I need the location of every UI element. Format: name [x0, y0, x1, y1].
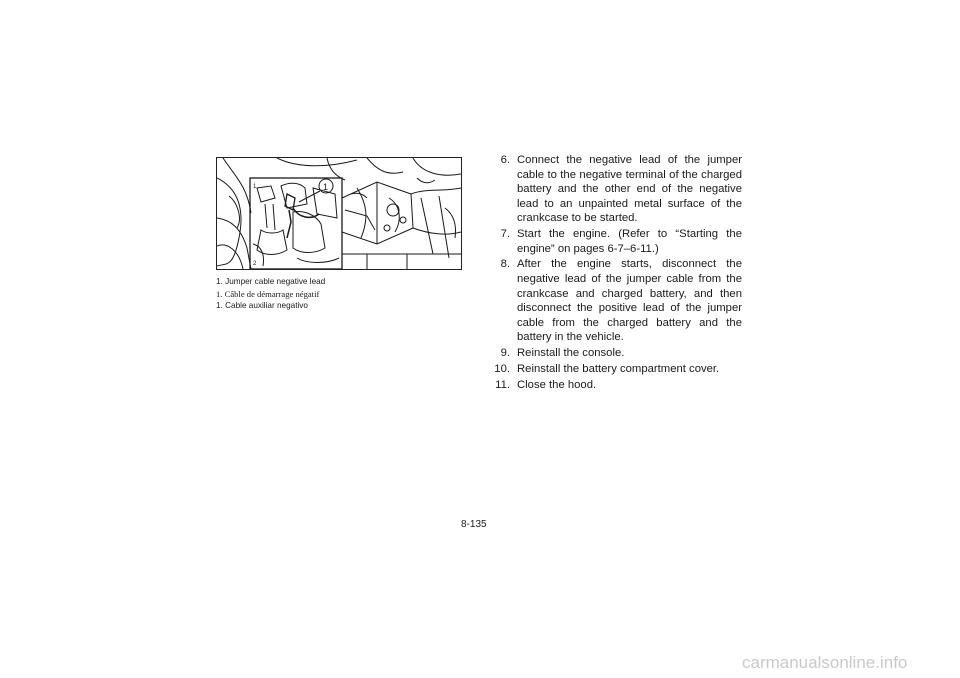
figure-captions [216, 276, 476, 312]
step-text: Connect the negative lead of the jumper cable to the negative terminal of the charged battery and the other end of the negative lead to an unpainted metal surface of the crankcase to be started. [517, 154, 742, 225]
jumper-cable-illustration [216, 157, 462, 270]
step-text: Reinstall the console. [517, 347, 625, 359]
step-item [490, 153, 742, 226]
instruction-steps [490, 153, 742, 394]
step-number: 11. [495, 378, 510, 391]
step-text: Start the engine. (Refer to “Starting the engine” on pages 6-7–6-11.) [517, 228, 742, 255]
page-number: 8-135 [461, 519, 487, 530]
step-number: 6. [500, 154, 510, 166]
step-number: 8. [500, 258, 510, 271]
step-number: 9. [500, 347, 510, 359]
step-item [490, 378, 742, 393]
corner-mark-top: 1 [253, 184, 257, 190]
corner-mark-bottom: 2 [253, 261, 257, 267]
step-item [490, 227, 742, 256]
step-number: 7. [500, 228, 510, 241]
step-item [490, 362, 742, 377]
engine-line-drawing [217, 158, 461, 269]
callout-number: 1 [323, 182, 329, 192]
caption-english: 1. Jumper cable negative lead [216, 277, 326, 286]
step-text: Close the hood. [517, 378, 597, 391]
step-item [490, 257, 742, 344]
caption-french: 1. Câble de démarrage négatif [216, 289, 320, 299]
step-number: 10. [494, 362, 510, 375]
watermark-text: carmanualsonline.info [742, 653, 908, 672]
step-item [490, 346, 742, 361]
step-text: After the engine starts, disconnect the negative lead of the jumper cable from the crankcase and charged battery, and then disconnect the positive lead of the jumper cable from the charged battery and the battery in the vehicle. [517, 258, 742, 344]
step-text: Reinstall the battery compartment cover. [517, 362, 720, 375]
caption-spanish: 1. Cable auxiliar negativo [216, 301, 308, 310]
